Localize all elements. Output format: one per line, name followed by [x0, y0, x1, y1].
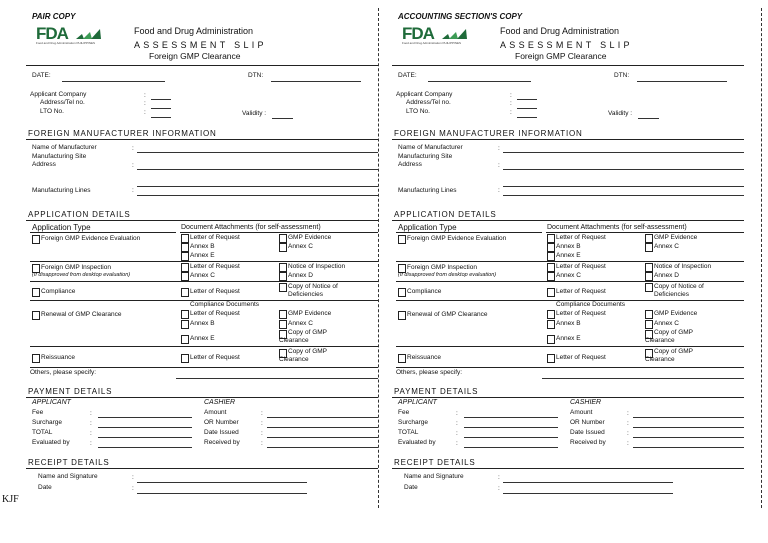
renewal-checkbox[interactable]	[398, 311, 406, 320]
type-inspection: Foreign GMP Inspection	[407, 264, 477, 271]
doc-notice: Notice of Inspection	[654, 263, 712, 270]
doc-notice: Notice of Inspection	[288, 263, 346, 270]
lto-field[interactable]	[151, 117, 171, 118]
doc-letter: Letter of Request	[190, 288, 240, 295]
divider	[392, 468, 744, 469]
annex-c-checkbox[interactable]	[279, 320, 287, 329]
letter-checkbox[interactable]	[181, 234, 189, 243]
others-field[interactable]	[542, 378, 744, 379]
doc-compliance-docs: Compliance Documents	[556, 301, 626, 308]
logo-text: FDA	[36, 24, 68, 43]
reissuance-checkbox[interactable]	[32, 354, 40, 363]
site-address-label: Address	[398, 161, 422, 168]
annex-b-checkbox[interactable]	[181, 320, 189, 329]
date-label: DATE:	[32, 72, 51, 79]
manufacturer-field[interactable]	[503, 152, 744, 153]
divider	[30, 232, 176, 233]
date-issued-field[interactable]	[633, 437, 744, 438]
type-inspection: Foreign GMP Inspection	[41, 264, 111, 271]
total-field[interactable]	[464, 437, 558, 438]
divider	[26, 139, 378, 140]
annex-c-checkbox[interactable]	[547, 272, 555, 281]
receipt-name-label: Name and Signature	[38, 473, 98, 480]
application-heading: APPLICATION DETAILS	[28, 210, 131, 219]
doc-letter: Letter of Request	[556, 310, 606, 317]
validity-label: Validity :	[242, 110, 267, 117]
payment-heading: PAYMENT DETAILS	[28, 387, 113, 396]
type-compliance: Compliance	[407, 288, 442, 295]
copy-notice-checkbox[interactable]	[645, 283, 653, 292]
assessment-slip: ACCOUNTING SECTION'S COPY FDA Food and Drug Administration PHILIPPINES Food and Drug Administration ASSESSMENT SLIP Foreign GMP Clearance DATE: DTN: Applicant Company Address/Tel no. LTO No. : : : Validity : FOREIGN MANUFACTURER INFORMATION Name of Manufacturer Manufacturing Site Address : : Manufacturing Lines : APPLICATION DETAILS Application Type Document Attachments (for self-assessment) Foreign GMP Evidence Evaluation Letter of Request Annex B Annex E GMP Evidence Annex C Foreign GMP Inspection (If disapproved from desktop evaluation) Letter of Request Annex C Notice of Inspection Annex D Compliance Letter of Request Copy of Notice of Deficiencies Renewal of GMP Clearance Compliance Documents Letter of Request Annex B Annex E GMP Evidence Annex C Copy of GMP Clearance Reissuance Letter of Request Copy of GMP Clearance Others, please specify: PAYMENT DETAILS APPLICANT CASHIER Fee Surcharge TOTAL Evaluated by : : : : Amount OR Number Date Issued Received by : : : : RECEIPT DETAILS Name and Signature Date : :	[392, 0, 762, 543]
cashier-subheading: CASHIER	[204, 399, 236, 406]
applicant-subheading: APPLICANT	[398, 399, 437, 406]
type-reissuance: Reissuance	[407, 354, 441, 361]
receipt-name-field[interactable]	[137, 482, 307, 483]
evaluated-label: Evaluated by	[398, 439, 436, 446]
payment-heading: PAYMENT DETAILS	[394, 387, 479, 396]
type-eval: Foreign GMP Evidence Evaluation	[41, 235, 141, 242]
doc-annex-c: Annex C	[654, 320, 679, 327]
lines-field-1[interactable]	[137, 186, 378, 187]
lto-label: LTO No.	[40, 108, 64, 115]
date-label: DATE:	[398, 72, 417, 79]
receipt-heading: RECEIPT DETAILS	[28, 458, 110, 467]
others-label: Others, please specify:	[30, 369, 97, 376]
fda-logo	[36, 24, 100, 48]
others-label: Others, please specify:	[396, 369, 463, 376]
doc-copy-notice: Copy of Notice of Deficiencies	[654, 283, 704, 298]
annex-b-checkbox[interactable]	[547, 320, 555, 329]
site-address-label: Address	[32, 161, 56, 168]
receipt-date-field[interactable]	[137, 493, 307, 494]
lto-field[interactable]	[517, 117, 537, 118]
letter-checkbox[interactable]	[547, 354, 555, 363]
doc-letter: Letter of Request	[556, 263, 606, 270]
divider	[392, 220, 744, 221]
divider	[30, 281, 378, 282]
annex-c-checkbox[interactable]	[645, 320, 653, 329]
gmp-evidence-checkbox[interactable]	[279, 234, 287, 243]
col-application-type: Application Type	[398, 223, 457, 232]
agency-name: Food and Drug Administration	[500, 26, 620, 36]
doc-letter: Letter of Request	[556, 234, 606, 241]
applicant-subheading: APPLICANT	[32, 399, 71, 406]
annex-b-checkbox[interactable]	[547, 243, 555, 252]
lines-label: Manufacturing Lines	[398, 187, 457, 194]
receipt-date-label: Date	[404, 484, 418, 491]
address-field[interactable]	[517, 108, 537, 109]
inspection-note: (If disapproved from desktop evaluation)	[32, 272, 131, 278]
eval-checkbox[interactable]	[398, 235, 406, 244]
doc-annex-e: Annex E	[190, 252, 215, 259]
type-renewal: Renewal of GMP Clearance	[407, 311, 488, 318]
logo-swoosh-icon	[442, 28, 468, 40]
assessment-slip: PAIR COPY FDA Food and Drug Administration PHILIPPINES Food and Drug Administration ASSESSMENT SLIP Foreign GMP Clearance DATE: DTN: Applicant Company Address/Tel no. LTO No. : : : Validity : FOREIGN MANUFACTURER INFORMATION Name of Manufacturer Manufacturing Site Address : : Manufacturing Lines : APPLICATION DETAILS Application Type Document Attachments (for self-assessment) Foreign GMP Evidence Evaluation Letter of Request Annex B Annex E GMP Evidence Annex C Foreign GMP Inspection (If disapproved from desktop evaluation) Letter of Request Annex C Notice of Inspection Annex D Compliance Letter of Request Copy of Notice of Deficiencies Renewal of GMP Clearance Compliance Documents Letter of Request Annex B Annex E GMP Evidence Annex C Copy of GMP Clearance Reissuance Letter of Request Copy of GMP Clearance Others, please specify: PAYMENT DETAILS APPLICANT CASHIER Fee Surcharge TOTAL Evaluated by : : : : Amount OR Number Date Issued Received by : : : : RECEIPT DETAILS Name and Signature Date : :	[26, 0, 396, 543]
reissuance-checkbox[interactable]	[398, 354, 406, 363]
annex-e-checkbox[interactable]	[181, 252, 189, 261]
dtn-label: DTN:	[248, 72, 264, 79]
fee-label: Fee	[398, 409, 410, 416]
doc-annex-c: Annex C	[190, 272, 215, 279]
doc-annex-e: Annex E	[190, 335, 215, 342]
site-field[interactable]	[137, 169, 378, 170]
doc-copy-gmp: Copy of GMP Clearance	[279, 329, 327, 344]
doc-letter: Letter of Request	[556, 288, 606, 295]
letter-checkbox[interactable]	[547, 263, 555, 272]
compliance-checkbox[interactable]	[32, 288, 40, 297]
divider	[26, 65, 378, 66]
receipt-heading: RECEIPT DETAILS	[394, 458, 476, 467]
doc-annex-d: Annex D	[654, 272, 679, 279]
manufacturer-label: Name of Manufacturer	[32, 144, 97, 151]
evaluated-label: Evaluated by	[32, 439, 70, 446]
initials: KJF	[2, 494, 19, 505]
doc-letter: Letter of Request	[556, 354, 606, 361]
eval-checkbox[interactable]	[32, 235, 40, 244]
doc-gmp-evidence: GMP Evidence	[288, 310, 332, 317]
dtn-field[interactable]	[637, 81, 727, 82]
date-issued-field[interactable]	[267, 437, 378, 438]
divider	[30, 367, 378, 368]
notice-checkbox[interactable]	[279, 263, 287, 272]
doc-annex-e: Annex E	[556, 335, 581, 342]
total-field[interactable]	[98, 437, 192, 438]
annex-c-checkbox[interactable]	[645, 243, 653, 252]
annex-d-checkbox[interactable]	[279, 272, 287, 281]
renewal-checkbox[interactable]	[32, 311, 40, 320]
total-label: TOTAL	[398, 429, 419, 436]
or-number-label: OR Number	[204, 419, 239, 426]
doc-annex-b: Annex B	[190, 243, 215, 250]
slip-subtitle: Foreign GMP Clearance	[515, 51, 607, 61]
manufacturer-field[interactable]	[137, 152, 378, 153]
surcharge-label: Surcharge	[398, 419, 428, 426]
site-label: Manufacturing Site	[398, 153, 453, 160]
receipt-name-field[interactable]	[503, 482, 673, 483]
fee-field[interactable]	[98, 417, 192, 418]
or-number-label: OR Number	[570, 419, 605, 426]
lines-field-2[interactable]	[503, 195, 744, 196]
doc-annex-c: Annex C	[288, 320, 313, 327]
validity-label: Validity :	[608, 110, 633, 117]
divider	[26, 468, 378, 469]
fda-logo	[402, 24, 466, 48]
receipt-date-field[interactable]	[503, 493, 673, 494]
notice-checkbox[interactable]	[645, 263, 653, 272]
doc-copy-gmp: Copy of GMP Clearance	[645, 348, 693, 363]
applicant-field[interactable]	[517, 99, 537, 100]
site-field[interactable]	[503, 169, 744, 170]
gmp-evidence-checkbox[interactable]	[645, 234, 653, 243]
annex-e-checkbox[interactable]	[181, 335, 189, 344]
copy-notice-checkbox[interactable]	[279, 283, 287, 292]
divider	[26, 397, 378, 398]
type-eval: Foreign GMP Evidence Evaluation	[407, 235, 507, 242]
foreign-heading: FOREIGN MANUFACTURER INFORMATION	[394, 129, 583, 138]
annex-c-checkbox[interactable]	[181, 272, 189, 281]
inspection-note: (If disapproved from desktop evaluation)	[398, 272, 497, 278]
annex-e-checkbox[interactable]	[547, 252, 555, 261]
validity-field[interactable]	[272, 118, 293, 119]
letter-checkbox[interactable]	[181, 263, 189, 272]
application-heading: APPLICATION DETAILS	[394, 210, 497, 219]
logo-swoosh-icon	[76, 28, 102, 40]
date-field[interactable]	[62, 81, 165, 82]
agency-name: Food and Drug Administration	[134, 26, 254, 36]
doc-letter: Letter of Request	[190, 234, 240, 241]
col-application-type: Application Type	[32, 223, 91, 232]
copy-label: ACCOUNTING SECTION'S COPY	[398, 12, 523, 21]
divider	[546, 232, 744, 233]
divider	[392, 139, 744, 140]
amount-field[interactable]	[633, 417, 744, 418]
foreign-heading: FOREIGN MANUFACTURER INFORMATION	[28, 129, 217, 138]
slip-title: ASSESSMENT SLIP	[500, 40, 633, 50]
date-field[interactable]	[428, 81, 531, 82]
doc-gmp-evidence: GMP Evidence	[654, 234, 698, 241]
doc-annex-b: Annex B	[556, 320, 581, 327]
annex-b-checkbox[interactable]	[181, 243, 189, 252]
divider	[392, 65, 744, 66]
doc-letter: Letter of Request	[190, 354, 240, 361]
letter-checkbox[interactable]	[547, 234, 555, 243]
doc-gmp-evidence: GMP Evidence	[654, 310, 698, 317]
cashier-subheading: CASHIER	[570, 399, 602, 406]
manufacturer-label: Name of Manufacturer	[398, 144, 463, 151]
col-document-attachments: Document Attachments (for self-assessment)	[547, 224, 687, 231]
divider	[30, 261, 378, 262]
annex-e-checkbox[interactable]	[547, 335, 555, 344]
doc-annex-c: Annex C	[288, 243, 313, 250]
date-issued-label: Date Issued	[570, 429, 605, 436]
divider	[396, 367, 744, 368]
doc-gmp-evidence: GMP Evidence	[288, 234, 332, 241]
received-field[interactable]	[633, 447, 744, 448]
fee-field[interactable]	[464, 417, 558, 418]
divider	[396, 346, 744, 347]
divider	[30, 346, 378, 347]
type-compliance: Compliance	[41, 288, 76, 295]
lines-field-2[interactable]	[137, 195, 378, 196]
doc-annex-c: Annex C	[556, 272, 581, 279]
letter-checkbox[interactable]	[181, 288, 189, 297]
slip-subtitle: Foreign GMP Clearance	[149, 51, 241, 61]
dtn-field[interactable]	[271, 81, 361, 82]
others-field[interactable]	[176, 378, 378, 379]
amount-label: Amount	[570, 409, 593, 416]
dtn-label: DTN:	[614, 72, 630, 79]
received-label: Received by	[204, 439, 240, 446]
or-number-field[interactable]	[267, 427, 378, 428]
doc-copy-gmp: Copy of GMP Clearance	[645, 329, 693, 344]
surcharge-label: Surcharge	[32, 419, 62, 426]
amount-field[interactable]	[267, 417, 378, 418]
address-label: Address/Tel no.	[40, 99, 85, 106]
site-label: Manufacturing Site	[32, 153, 87, 160]
divider	[396, 232, 542, 233]
logo-subtext: Food and Drug Administration PHILIPPINES	[402, 41, 462, 45]
doc-annex-d: Annex D	[288, 272, 313, 279]
divider	[396, 281, 744, 282]
logo-subtext: Food and Drug Administration PHILIPPINES	[36, 41, 96, 45]
surcharge-field[interactable]	[98, 427, 192, 428]
evaluated-field[interactable]	[98, 447, 192, 448]
surcharge-field[interactable]	[464, 427, 558, 428]
divider	[392, 397, 744, 398]
fee-label: Fee	[32, 409, 44, 416]
annex-d-checkbox[interactable]	[645, 272, 653, 281]
total-label: TOTAL	[32, 429, 53, 436]
received-field[interactable]	[267, 447, 378, 448]
doc-annex-c: Annex C	[654, 243, 679, 250]
doc-annex-b: Annex B	[190, 320, 215, 327]
address-label: Address/Tel no.	[406, 99, 451, 106]
applicant-label: Applicant Company	[396, 91, 453, 98]
applicant-field[interactable]	[151, 99, 171, 100]
letter-checkbox[interactable]	[547, 310, 555, 319]
divider	[180, 232, 378, 233]
doc-compliance-docs: Compliance Documents	[190, 301, 260, 308]
type-renewal: Renewal of GMP Clearance	[41, 311, 122, 318]
logo-text: FDA	[402, 24, 434, 43]
letter-checkbox[interactable]	[181, 310, 189, 319]
divider	[26, 220, 378, 221]
gmp-evidence-checkbox[interactable]	[645, 310, 653, 319]
type-reissuance: Reissuance	[41, 354, 75, 361]
copy-label: PAIR COPY	[32, 12, 76, 21]
doc-annex-e: Annex E	[556, 252, 581, 259]
receipt-name-label: Name and Signature	[404, 473, 464, 480]
compliance-checkbox[interactable]	[398, 288, 406, 297]
or-number-field[interactable]	[633, 427, 744, 428]
receipt-date-label: Date	[38, 484, 52, 491]
col-document-attachments: Document Attachments (for self-assessment)	[181, 224, 321, 231]
applicant-label: Applicant Company	[30, 91, 87, 98]
doc-letter: Letter of Request	[190, 263, 240, 270]
annex-c-checkbox[interactable]	[279, 243, 287, 252]
doc-copy-gmp: Copy of GMP Clearance	[279, 348, 327, 363]
doc-annex-b: Annex B	[556, 243, 581, 250]
letter-checkbox[interactable]	[547, 288, 555, 297]
doc-copy-notice: Copy of Notice of Deficiencies	[288, 283, 338, 298]
lto-label: LTO No.	[406, 108, 430, 115]
address-field[interactable]	[151, 108, 171, 109]
gmp-evidence-checkbox[interactable]	[279, 310, 287, 319]
lines-field-1[interactable]	[503, 186, 744, 187]
amount-label: Amount	[204, 409, 227, 416]
evaluated-field[interactable]	[464, 447, 558, 448]
letter-checkbox[interactable]	[181, 354, 189, 363]
received-label: Received by	[570, 439, 606, 446]
lines-label: Manufacturing Lines	[32, 187, 91, 194]
slip-title: ASSESSMENT SLIP	[134, 40, 267, 50]
divider	[396, 261, 744, 262]
doc-letter: Letter of Request	[190, 310, 240, 317]
date-issued-label: Date Issued	[204, 429, 239, 436]
validity-field[interactable]	[638, 118, 659, 119]
